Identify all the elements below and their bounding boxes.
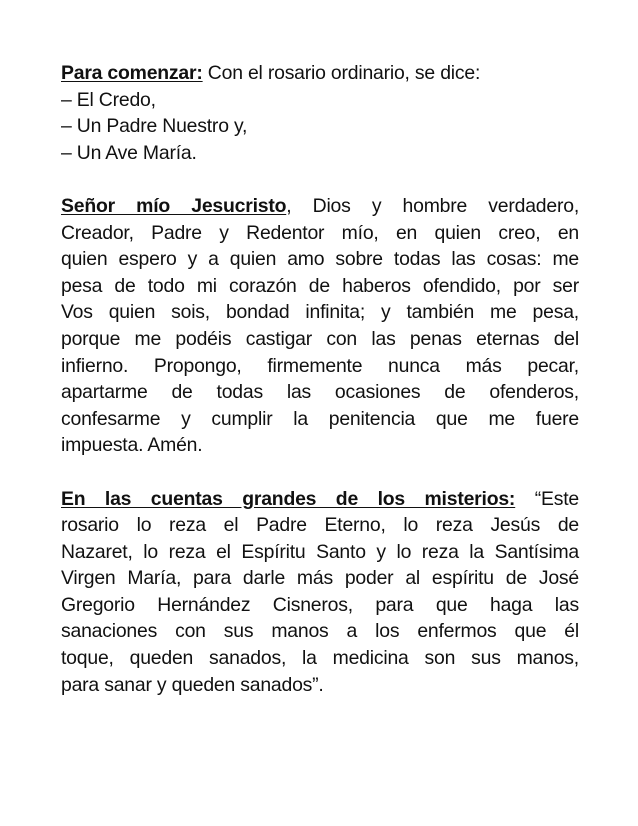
paragraph-line: infierno. Propongo, firmemente nunca más pecar, bbox=[61, 354, 579, 377]
intro-section bbox=[61, 60, 579, 166]
paragraph-line: para sanar y queden sanados”. bbox=[61, 673, 324, 696]
paragraph-line: Virgen María, para darle más poder al espíritu de José bbox=[61, 567, 579, 590]
document-page bbox=[61, 60, 579, 698]
paragraph-line-text: “Este bbox=[515, 487, 579, 510]
paragraph-line: impuesta. Amén. bbox=[61, 434, 203, 457]
intro-item-ave-maria: – Un Ave María. bbox=[61, 141, 197, 164]
paragraph-line: porque me podéis castigar con las penas eternas del bbox=[61, 327, 579, 350]
paragraph-line: sanaciones con sus manos a los enfermos que él bbox=[61, 620, 579, 643]
paragraph-gap bbox=[61, 459, 579, 486]
act-of-contrition-heading: Señor mío Jesucristo bbox=[61, 194, 287, 217]
mysteries-paragraph bbox=[61, 486, 579, 699]
paragraph-line: Gregorio Hernández Cisneros, para que haga las bbox=[61, 593, 579, 616]
paragraph-line: Nazaret, lo reza el Espíritu Santo y lo reza la Santísima bbox=[61, 540, 579, 563]
act-of-contrition-paragraph bbox=[61, 193, 579, 459]
paragraph-line: Creador, Padre y Redentor mío, en quien creo, en bbox=[61, 221, 579, 244]
paragraph-gap bbox=[61, 166, 579, 193]
paragraph-line: pesa de todo mi corazón de haberos ofendido, por ser bbox=[61, 274, 579, 297]
paragraph-line: quien espero y a quien amo sobre todas las cosas: me bbox=[61, 248, 579, 271]
intro-heading: Para comenzar: bbox=[61, 62, 203, 84]
paragraph-line-text: , Dios y hombre verdadero, bbox=[286, 194, 580, 217]
paragraph-line: rosario lo reza el Padre Eterno, lo reza Jesús de bbox=[61, 514, 579, 537]
intro-item-credo: – El Credo, bbox=[61, 88, 156, 111]
paragraph-line: Vos quien sois, bondad infinita; y también me pesa, bbox=[61, 301, 579, 324]
intro-text: Con el rosario ordinario, se dice: bbox=[202, 62, 481, 84]
paragraph-line bbox=[61, 193, 579, 220]
intro-line bbox=[61, 60, 579, 87]
intro-item-padre-nuestro: – Un Padre Nuestro y, bbox=[61, 115, 248, 138]
paragraph-line: apartarme de todas las ocasiones de ofenderos, bbox=[61, 381, 579, 404]
paragraph-line bbox=[61, 486, 579, 513]
paragraph-line: confesarme y cumplir la penitencia que me fuere bbox=[61, 407, 579, 430]
paragraph-line: toque, queden sanados, la medicina son sus manos, bbox=[61, 647, 579, 670]
mysteries-heading: En las cuentas grandes de los misterios: bbox=[61, 487, 516, 510]
